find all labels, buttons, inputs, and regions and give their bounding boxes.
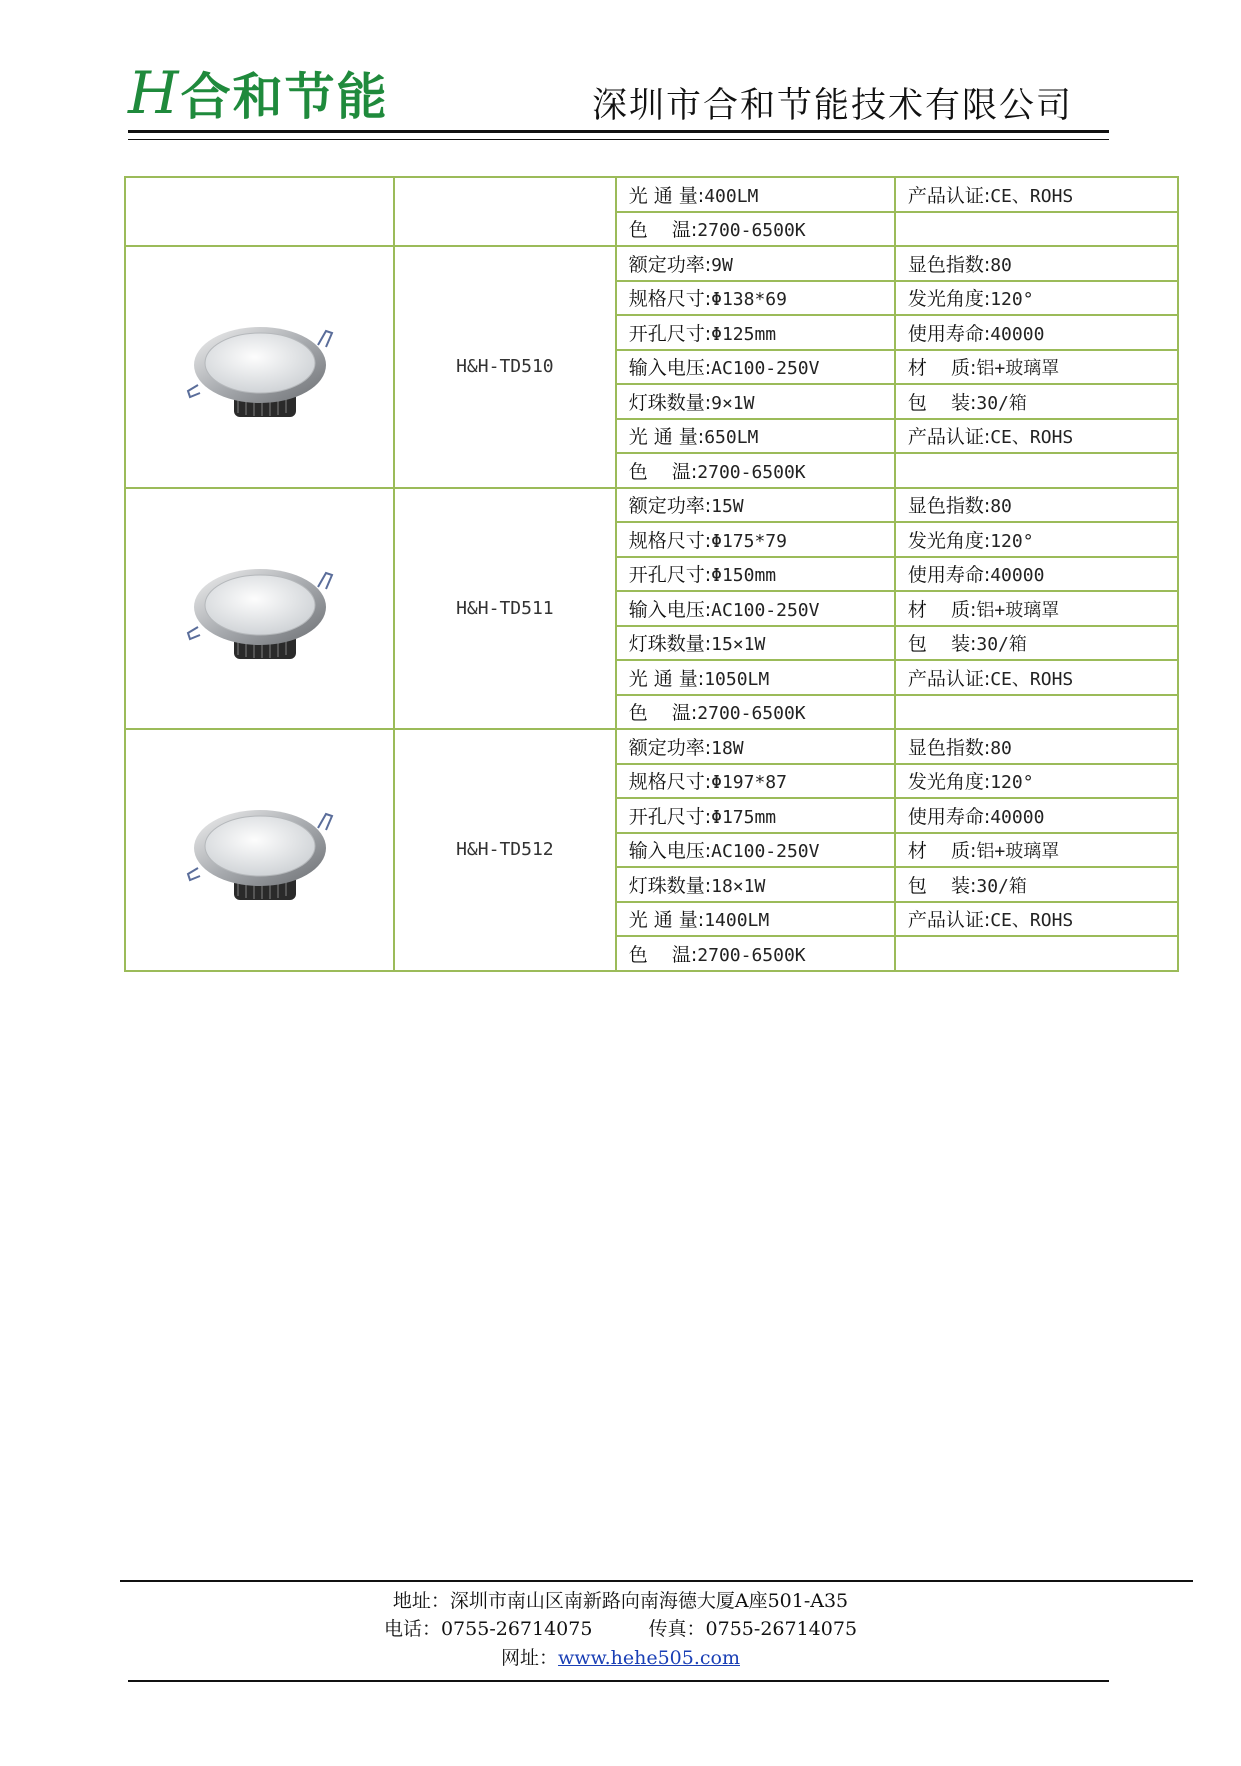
spec-cell-left bbox=[616, 488, 895, 523]
spec-label: 材 质: bbox=[907, 598, 977, 621]
spec-label: 发光角度: bbox=[907, 771, 991, 794]
spec-value: 9×1W bbox=[711, 392, 755, 414]
spec-value: 15×1W bbox=[711, 634, 766, 656]
footer-divider bbox=[120, 1580, 1193, 1582]
spec-label: 色 温: bbox=[628, 460, 698, 483]
spec-cell-right bbox=[895, 419, 1178, 454]
spec-value: 650LM bbox=[704, 427, 759, 449]
spec-label: 开孔尺寸: bbox=[628, 564, 712, 587]
product-image-cell bbox=[125, 488, 394, 730]
footer-website-label: 网址： bbox=[501, 1647, 559, 1669]
spec-cell-left bbox=[616, 729, 895, 764]
spec-label: 规格尺寸: bbox=[628, 529, 712, 552]
spec-value: 2700-6500K bbox=[697, 944, 806, 966]
spec-cell-left bbox=[616, 867, 895, 902]
spec-cell-left bbox=[616, 591, 895, 626]
spec-cell-left bbox=[616, 660, 895, 695]
spec-cell-right bbox=[895, 867, 1178, 902]
spec-label: 使用寿命: bbox=[907, 564, 991, 587]
spec-value: 18×1W bbox=[711, 875, 766, 897]
spec-label: 输入电压: bbox=[628, 598, 712, 621]
spec-cell-left bbox=[616, 936, 895, 971]
spec-label: 规格尺寸: bbox=[628, 288, 712, 311]
spec-cell-right bbox=[895, 902, 1178, 937]
spec-label: 显色指数: bbox=[907, 253, 991, 276]
spec-label: 显色指数: bbox=[907, 495, 991, 518]
spec-cell-left bbox=[616, 764, 895, 799]
spec-cell-right bbox=[895, 729, 1178, 764]
spec-label: 产品认证: bbox=[907, 426, 991, 449]
spec-label: 产品认证: bbox=[907, 909, 991, 932]
spec-label: 包 装: bbox=[907, 633, 977, 656]
spec-cell-right bbox=[895, 798, 1178, 833]
spec-cell-left bbox=[616, 281, 895, 316]
spec-label: 光 通 量: bbox=[628, 667, 705, 690]
spec-label: 产品认证: bbox=[907, 667, 991, 690]
empty-image-cell bbox=[125, 177, 394, 246]
spec-value: 2700-6500K bbox=[697, 461, 806, 483]
spec-table-body bbox=[125, 177, 1178, 971]
spec-cell-left bbox=[616, 695, 895, 730]
spec-row bbox=[125, 729, 1178, 764]
spec-label: 灯珠数量: bbox=[628, 391, 712, 414]
footer-contacts bbox=[0, 1614, 1241, 1641]
spec-label: 包 装: bbox=[907, 874, 977, 897]
spec-value: CE、ROHS bbox=[990, 910, 1074, 932]
spec-row bbox=[125, 177, 1178, 212]
spec-value: 铝+玻璃罩 bbox=[976, 599, 1060, 621]
product-model: H&H-TD510 bbox=[394, 246, 616, 488]
spec-cell-left bbox=[616, 453, 895, 488]
website-link[interactable]: www.hehe505.com bbox=[558, 1647, 740, 1669]
spec-value: 30/箱 bbox=[976, 392, 1027, 414]
downlight-image bbox=[180, 299, 340, 429]
spec-cell-right bbox=[895, 212, 1178, 247]
spec-value: 1400LM bbox=[704, 910, 770, 932]
spec-label: 材 质: bbox=[907, 357, 977, 380]
spec-value: Φ125mm bbox=[711, 323, 777, 345]
spec-cell-right bbox=[895, 281, 1178, 316]
spec-value: 40000 bbox=[990, 806, 1045, 828]
spec-value: AC100-250V bbox=[711, 841, 820, 863]
spec-cell-left bbox=[616, 902, 895, 937]
spec-label: 色 温: bbox=[628, 702, 698, 725]
spec-value: AC100-250V bbox=[711, 358, 820, 380]
spec-label: 光 通 量: bbox=[628, 184, 705, 207]
downlight-image bbox=[180, 782, 340, 912]
spec-cell-right bbox=[895, 350, 1178, 385]
spec-cell-right bbox=[895, 315, 1178, 350]
header-divider bbox=[128, 130, 1109, 133]
spec-value: Φ138*69 bbox=[711, 289, 787, 311]
spec-label: 额定功率: bbox=[628, 495, 712, 518]
spec-value: Φ150mm bbox=[711, 565, 777, 587]
header-divider-thin bbox=[128, 139, 1109, 140]
spec-cell-right bbox=[895, 626, 1178, 661]
spec-value: CE、ROHS bbox=[990, 185, 1074, 207]
product-model: H&H-TD511 bbox=[394, 488, 616, 730]
spec-label: 发光角度: bbox=[907, 288, 991, 311]
spec-value: 120° bbox=[990, 530, 1034, 552]
spec-cell-right bbox=[895, 833, 1178, 868]
spec-value: 30/箱 bbox=[976, 634, 1027, 656]
spec-label: 输入电压: bbox=[628, 840, 712, 863]
spec-cell-left bbox=[616, 522, 895, 557]
spec-label: 使用寿命: bbox=[907, 805, 991, 828]
product-spec-table bbox=[124, 176, 1179, 972]
spec-value: CE、ROHS bbox=[990, 668, 1074, 690]
spec-value: 1050LM bbox=[704, 668, 770, 690]
spec-cell-right bbox=[895, 177, 1178, 212]
spec-value: 18W bbox=[711, 737, 744, 759]
spec-value: 80 bbox=[990, 496, 1012, 518]
spec-value: AC100-250V bbox=[711, 599, 820, 621]
spec-value: 15W bbox=[711, 496, 744, 518]
spec-label: 额定功率: bbox=[628, 736, 712, 759]
spec-label: 开孔尺寸: bbox=[628, 805, 712, 828]
spec-cell-right bbox=[895, 522, 1178, 557]
spec-cell-left bbox=[616, 798, 895, 833]
spec-cell-left bbox=[616, 350, 895, 385]
footer-fax: 传真：0755-26714075 bbox=[648, 1618, 858, 1640]
spec-value: 2700-6500K bbox=[697, 703, 806, 725]
spec-cell-left bbox=[616, 212, 895, 247]
spec-value: CE、ROHS bbox=[990, 427, 1074, 449]
spec-label: 规格尺寸: bbox=[628, 771, 712, 794]
spec-value: 80 bbox=[990, 254, 1012, 276]
spec-label: 使用寿命: bbox=[907, 322, 991, 345]
spec-value: 40000 bbox=[990, 323, 1045, 345]
spec-label: 发光角度: bbox=[907, 529, 991, 552]
spec-cell-right bbox=[895, 246, 1178, 281]
spec-cell-left bbox=[616, 833, 895, 868]
spec-label: 开孔尺寸: bbox=[628, 322, 712, 345]
spec-value: Φ175mm bbox=[711, 806, 777, 828]
spec-value: 9W bbox=[711, 254, 733, 276]
spec-label: 包 装: bbox=[907, 391, 977, 414]
spec-value: 40000 bbox=[990, 565, 1045, 587]
spec-cell-left bbox=[616, 315, 895, 350]
spec-cell-left bbox=[616, 419, 895, 454]
spec-value: 120° bbox=[990, 772, 1034, 794]
spec-row bbox=[125, 246, 1178, 281]
company-logo bbox=[128, 58, 389, 128]
empty-model-cell bbox=[394, 177, 616, 246]
company-name: 深圳市合和节能技术有限公司 bbox=[592, 86, 1074, 126]
footer-address: 地址：深圳市南山区南新路向南海德大厦A座501-A35 bbox=[392, 1590, 849, 1612]
spec-cell-left bbox=[616, 246, 895, 281]
spec-cell-right bbox=[895, 695, 1178, 730]
spec-label: 材 质: bbox=[907, 840, 977, 863]
spec-label: 灯珠数量: bbox=[628, 874, 712, 897]
spec-label: 光 通 量: bbox=[628, 426, 705, 449]
spec-cell-right bbox=[895, 384, 1178, 419]
spec-label: 显色指数: bbox=[907, 736, 991, 759]
spec-cell-left bbox=[616, 177, 895, 212]
spec-label: 光 通 量: bbox=[628, 909, 705, 932]
spec-cell-right bbox=[895, 557, 1178, 592]
spec-value: 铝+玻璃罩 bbox=[976, 358, 1060, 380]
spec-cell-right bbox=[895, 764, 1178, 799]
spec-cell-left bbox=[616, 626, 895, 661]
product-image-cell bbox=[125, 246, 394, 488]
spec-value: 2700-6500K bbox=[697, 220, 806, 242]
product-model: H&H-TD512 bbox=[394, 729, 616, 971]
spec-cell-left bbox=[616, 557, 895, 592]
spec-label: 灯珠数量: bbox=[628, 633, 712, 656]
downlight-image bbox=[180, 541, 340, 671]
footer-phone: 电话：0755-26714075 bbox=[383, 1618, 593, 1640]
spec-label: 额定功率: bbox=[628, 253, 712, 276]
spec-value: 铝+玻璃罩 bbox=[976, 841, 1060, 863]
spec-value: 30/箱 bbox=[976, 875, 1027, 897]
footer-website-line bbox=[0, 1643, 1241, 1670]
spec-value: Φ175*79 bbox=[711, 530, 787, 552]
spec-label: 输入电压: bbox=[628, 357, 712, 380]
footer-bottom-divider bbox=[128, 1680, 1109, 1682]
spec-value: 400LM bbox=[704, 185, 759, 207]
spec-row bbox=[125, 488, 1178, 523]
spec-label: 色 温: bbox=[628, 943, 698, 966]
spec-cell-right bbox=[895, 660, 1178, 695]
spec-label: 产品认证: bbox=[907, 184, 991, 207]
product-image-cell bbox=[125, 729, 394, 971]
logo-mark: H bbox=[128, 59, 173, 127]
logo-text: 合和节能 bbox=[180, 68, 389, 126]
spec-cell-right bbox=[895, 488, 1178, 523]
spec-cell-left bbox=[616, 384, 895, 419]
spec-cell-right bbox=[895, 591, 1178, 626]
spec-value: 80 bbox=[990, 737, 1012, 759]
spec-value: Φ197*87 bbox=[711, 772, 787, 794]
spec-cell-right bbox=[895, 453, 1178, 488]
spec-label: 色 温: bbox=[628, 219, 698, 242]
spec-value: 120° bbox=[990, 289, 1034, 311]
spec-cell-right bbox=[895, 936, 1178, 971]
